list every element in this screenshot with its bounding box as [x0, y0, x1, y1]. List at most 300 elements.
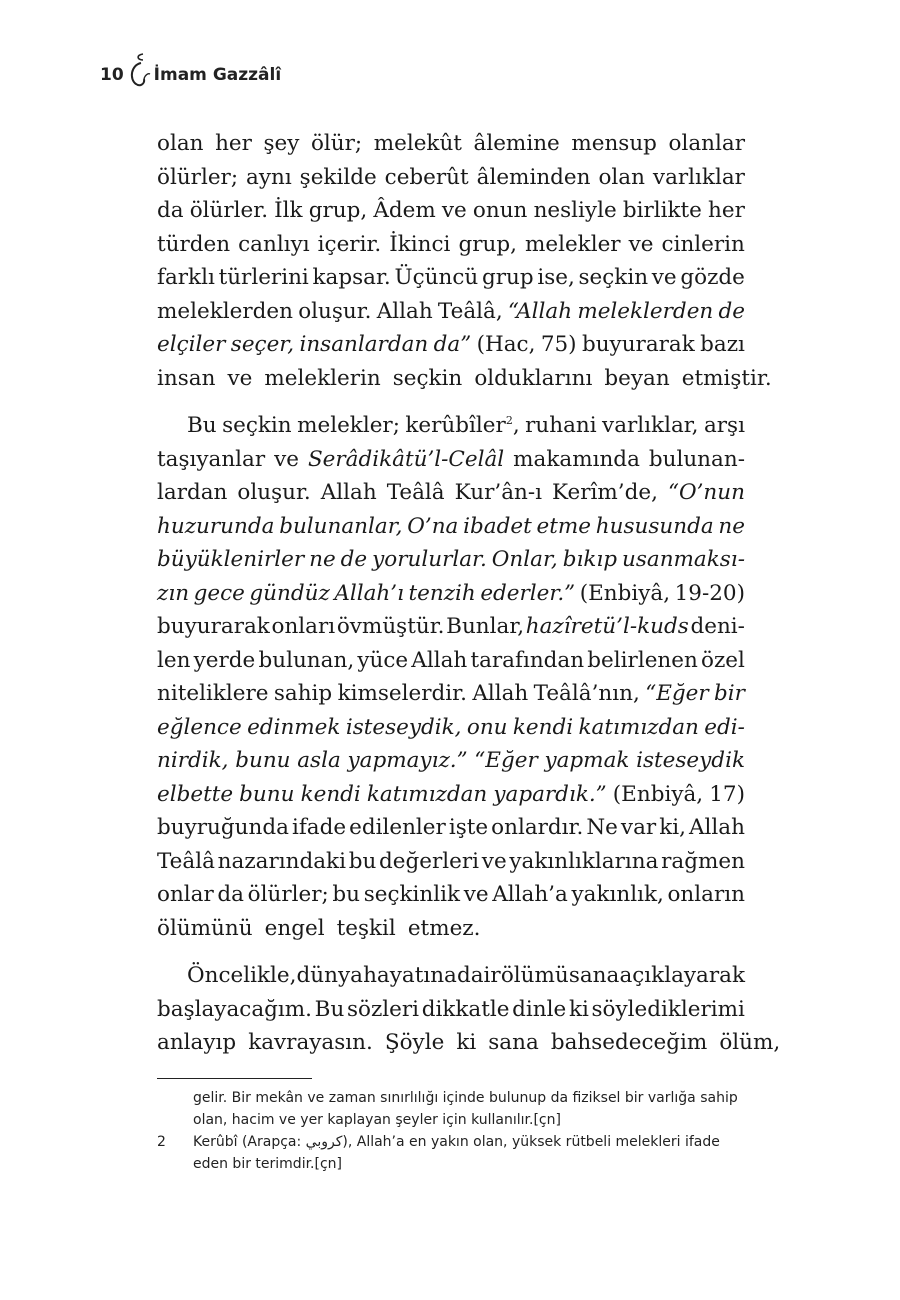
text: canlıyı — [238, 231, 310, 257]
text: varlıklar, — [602, 413, 699, 438]
text: İlk — [274, 198, 303, 223]
text: sana — [488, 1030, 539, 1055]
italic-text: katımızdan — [366, 781, 488, 807]
italic-text: edi- — [704, 714, 745, 740]
italic-text: ne — [309, 547, 336, 572]
word — [592, 993, 745, 1027]
word — [263, 127, 299, 161]
italic-text: elbette — [157, 781, 234, 807]
text: Bunlar, — [446, 614, 525, 639]
text: kapsar. — [312, 265, 391, 290]
text: Bu — [314, 996, 345, 1022]
text: sana — [568, 963, 620, 988]
text: her — [215, 131, 252, 156]
text: buyruğunda — [157, 815, 289, 840]
text: Kerîm’de, — [552, 480, 658, 505]
italic-text: bir — [714, 681, 745, 706]
text: bulunan, — [258, 647, 355, 673]
word — [347, 744, 467, 778]
word — [407, 510, 458, 544]
text: sözleri — [347, 996, 420, 1022]
word — [613, 778, 703, 812]
text-line — [157, 912, 745, 946]
text: teşkil — [336, 915, 396, 941]
italic-text: meleklerden — [577, 298, 714, 324]
word — [602, 409, 698, 443]
italic-text: Serâdikâtü’l-Celâl — [307, 446, 505, 472]
italic-text: gece — [193, 580, 245, 606]
text: ceberût — [384, 164, 469, 190]
text: Allah — [376, 298, 433, 324]
word — [297, 959, 363, 993]
word — [231, 328, 294, 362]
text: grup, — [308, 198, 368, 223]
text: türden — [157, 231, 231, 257]
text: dikkatle — [421, 996, 510, 1022]
text: len — [157, 647, 191, 673]
text: niteliklere — [157, 681, 269, 706]
text-line — [157, 993, 745, 1027]
word — [218, 845, 346, 879]
italic-text: seçer, — [230, 332, 295, 357]
italic-text: kendi — [300, 781, 361, 807]
text-line — [157, 510, 745, 544]
text: meleklerden — [157, 298, 293, 324]
word — [477, 328, 536, 362]
text: Allah — [320, 480, 377, 505]
text: yüce — [357, 647, 409, 673]
italic-text: ne — [718, 513, 745, 539]
word — [227, 362, 258, 396]
word — [669, 127, 745, 161]
text: ölürler. — [189, 198, 269, 223]
word — [190, 194, 268, 228]
word — [274, 677, 332, 711]
italic-text: huzurunda — [157, 513, 275, 539]
italic-text: isteseydik, — [345, 714, 462, 740]
text: (Hac, — [476, 332, 536, 357]
text-line — [157, 295, 745, 329]
italic-text: ibadet — [463, 513, 532, 539]
italic-text: etme — [536, 513, 591, 539]
text: buyurarak — [581, 332, 695, 357]
word — [714, 677, 745, 711]
text: grup, — [458, 231, 517, 257]
word — [393, 362, 469, 396]
word — [313, 261, 391, 295]
text-line — [157, 476, 745, 510]
word — [719, 295, 746, 329]
word — [446, 610, 524, 644]
main-text — [157, 127, 781, 1060]
word — [551, 1026, 713, 1060]
word — [385, 161, 469, 195]
text: kerûbîler — [405, 413, 506, 438]
word — [246, 161, 292, 195]
italic-text: yapmayız.” — [347, 748, 468, 773]
word — [300, 161, 377, 195]
word — [690, 610, 744, 644]
text: lardan — [157, 480, 228, 505]
word — [598, 161, 645, 195]
word — [482, 845, 507, 879]
text: etmiştir. — [681, 365, 772, 391]
word — [374, 127, 462, 161]
text: onlar — [157, 882, 214, 907]
word — [338, 677, 467, 711]
italic-text: bıkıp — [562, 547, 618, 572]
word — [272, 610, 336, 644]
word — [387, 476, 445, 510]
text: rağmen — [661, 848, 745, 874]
text: belirlenen — [587, 647, 698, 673]
text: ve — [463, 882, 489, 907]
word — [157, 161, 238, 195]
text: onlardır. — [491, 815, 584, 840]
word — [385, 1026, 450, 1060]
italic-text: insanlardan — [299, 332, 429, 357]
text: ölümü — [500, 963, 569, 988]
word — [157, 443, 265, 477]
word — [249, 577, 329, 611]
text-line — [157, 811, 745, 845]
text: onları — [271, 614, 336, 639]
text-line — [157, 845, 745, 879]
text: farklı — [157, 265, 215, 290]
word — [309, 543, 336, 577]
italic-text: yapmak — [544, 748, 630, 773]
text: anlayıp — [157, 1030, 237, 1055]
paragraph — [157, 409, 745, 945]
text: şekilde — [299, 164, 377, 190]
text: gözde — [680, 265, 745, 290]
word — [157, 577, 189, 611]
word — [662, 228, 745, 262]
text: beyan — [604, 365, 670, 391]
italic-text: gündüz — [249, 580, 330, 606]
text: bu — [348, 848, 377, 874]
word — [689, 811, 745, 845]
word — [668, 476, 745, 510]
text: değerleri — [379, 848, 480, 874]
word — [509, 845, 658, 879]
footnote — [157, 1131, 747, 1175]
footnote-divider — [157, 1078, 312, 1079]
word — [491, 811, 583, 845]
word — [308, 443, 504, 477]
text-line — [157, 362, 772, 396]
word — [622, 543, 745, 577]
italic-text: zın — [157, 580, 190, 606]
word — [297, 744, 341, 778]
text-line — [157, 194, 745, 228]
word — [157, 228, 230, 262]
word — [349, 811, 446, 845]
text: aynı — [246, 164, 292, 190]
word — [318, 228, 382, 262]
word — [579, 711, 699, 745]
word — [157, 194, 184, 228]
text-line — [157, 1026, 781, 1060]
text: sahip — [273, 681, 333, 706]
word — [704, 409, 745, 443]
word — [349, 845, 377, 879]
word — [222, 409, 292, 443]
text: da — [217, 882, 245, 907]
text: Teâlâ — [386, 480, 445, 505]
text: türlerini — [218, 265, 309, 290]
text-line — [157, 409, 745, 443]
word — [187, 959, 296, 993]
text: her — [708, 198, 745, 223]
text: onun — [472, 198, 528, 223]
word — [569, 993, 589, 1027]
word — [408, 912, 487, 946]
word — [194, 577, 245, 611]
text: kavrayasın. — [248, 1030, 373, 1055]
text: Teâlâ’nın, — [533, 681, 640, 706]
author-name: İmam Gazzâlî — [153, 65, 282, 85]
word — [492, 543, 558, 577]
text: yerde — [193, 647, 256, 673]
word — [239, 778, 294, 812]
word — [661, 845, 745, 879]
word — [636, 744, 745, 778]
text: ruhani — [525, 413, 597, 438]
word — [332, 878, 360, 912]
running-header — [100, 60, 281, 90]
word — [473, 194, 528, 228]
word — [582, 328, 695, 362]
paragraph — [157, 127, 772, 395]
word — [438, 295, 503, 329]
word — [604, 362, 675, 396]
text: Üçüncü — [394, 265, 479, 290]
word — [704, 711, 745, 745]
word — [274, 443, 299, 477]
text: Ne — [586, 815, 618, 840]
word — [247, 711, 340, 745]
text: Teâlâ — [157, 848, 215, 874]
word — [525, 409, 597, 443]
word — [187, 409, 217, 443]
text: , — [512, 413, 520, 438]
word — [675, 577, 745, 611]
word — [488, 1026, 545, 1060]
text: ve — [651, 265, 677, 290]
text: Allah — [688, 815, 745, 840]
italic-text: da” — [433, 332, 472, 357]
italic-text: edinmek — [247, 714, 341, 740]
text: yakınlıklarına — [509, 848, 659, 874]
text: arşı — [703, 413, 745, 438]
text: hayatına — [363, 963, 457, 988]
word — [157, 744, 229, 778]
word — [508, 295, 572, 329]
text: içerir. — [317, 231, 382, 257]
word — [364, 878, 460, 912]
text: olan — [598, 164, 645, 190]
word — [341, 543, 368, 577]
footnotes — [157, 1087, 747, 1175]
text: melekler — [524, 231, 621, 257]
word — [157, 610, 270, 644]
word — [298, 295, 371, 329]
italic-text: de — [340, 547, 368, 572]
word — [194, 644, 256, 678]
word — [274, 194, 302, 228]
text-line — [157, 577, 745, 611]
word — [157, 644, 190, 678]
word — [571, 127, 657, 161]
word — [309, 194, 368, 228]
text: şey — [263, 131, 300, 156]
word — [379, 845, 479, 879]
word — [292, 811, 346, 845]
word — [367, 778, 487, 812]
text-line — [157, 744, 745, 778]
italic-text: “Eğer — [474, 748, 538, 773]
italic-text: bunu — [235, 748, 291, 773]
text: ve — [441, 198, 467, 223]
word — [299, 328, 428, 362]
text: ki — [456, 1030, 477, 1055]
italic-text: isteseydik — [636, 748, 745, 773]
text: Öncelikle, — [187, 963, 297, 988]
word — [458, 228, 517, 262]
word — [474, 127, 560, 161]
text: özel — [701, 647, 745, 673]
text: ifade — [291, 815, 347, 840]
italic-text: asla — [297, 748, 341, 773]
word — [157, 295, 293, 329]
text: açıklayarak — [619, 963, 745, 988]
footnote-text: gelir. Bir mekân ve zaman sınırlılığı içinde bulunup da fiziksel bir varlığa sahip olan, hacim ve yer kaplayan şeyler için kullanılır.[çn] — [193, 1090, 738, 1128]
text: dair — [456, 963, 501, 988]
text: melekler; — [297, 413, 400, 438]
word — [157, 1026, 242, 1060]
text: varlıklar — [652, 164, 745, 190]
word — [579, 261, 649, 295]
word — [541, 328, 577, 362]
word — [219, 261, 309, 295]
text-line — [157, 711, 745, 745]
text: mensup — [571, 131, 657, 156]
word — [357, 644, 408, 678]
text: İkinci — [389, 231, 451, 257]
word — [321, 476, 377, 510]
text: bulunan- — [648, 446, 745, 472]
word — [587, 644, 698, 678]
word — [474, 744, 537, 778]
italic-text: ederler.” — [480, 580, 576, 606]
calligraphy-ornament-icon — [126, 51, 152, 89]
text: engel — [264, 915, 325, 941]
text: ve — [628, 231, 654, 257]
word — [157, 677, 268, 711]
text: Allah — [472, 681, 529, 706]
word — [501, 959, 569, 993]
italic-text: Onlar, — [491, 547, 558, 572]
word — [157, 912, 259, 946]
text: âleminden — [476, 164, 591, 190]
word — [680, 261, 745, 295]
word — [235, 744, 290, 778]
word — [411, 644, 467, 678]
italic-text: katımızdan — [578, 714, 699, 740]
word — [422, 993, 510, 1027]
word — [372, 543, 487, 577]
word — [467, 711, 508, 745]
text: Şöyle — [384, 1030, 445, 1055]
word — [334, 577, 404, 611]
word — [534, 677, 640, 711]
text: yakınlık, — [571, 882, 664, 907]
footnote-number: 2 — [157, 1134, 166, 1150]
word — [623, 194, 702, 228]
word — [653, 161, 745, 195]
text-line — [157, 328, 745, 362]
word — [480, 577, 575, 611]
text: seçkin — [392, 365, 463, 391]
text-line — [157, 127, 745, 161]
text: 17) — [709, 781, 745, 807]
text: olduklarını — [474, 365, 593, 391]
text: Allah — [411, 647, 468, 673]
italic-text: nirdik, — [157, 748, 229, 773]
text: birlikte — [622, 198, 702, 223]
text: Allah’a — [492, 882, 568, 907]
text: bazı — [700, 332, 745, 357]
word — [552, 476, 658, 510]
text: kimselerdir. — [337, 681, 467, 706]
text: makamında — [513, 446, 640, 472]
word — [580, 577, 670, 611]
word — [409, 577, 476, 611]
text-line — [157, 959, 745, 993]
text: ölüm, — [719, 1030, 781, 1055]
word — [701, 644, 745, 678]
text: söylediklerimi — [591, 996, 745, 1022]
italic-text: bunu — [239, 781, 295, 807]
text: Bu — [187, 413, 217, 438]
text: da — [157, 198, 184, 223]
word — [238, 228, 309, 262]
text: 19-20) — [674, 580, 745, 606]
word — [719, 1026, 786, 1060]
word — [586, 811, 618, 845]
text: Teâlâ, — [437, 298, 503, 324]
text-line — [157, 878, 745, 912]
text: oluşur. — [298, 298, 372, 324]
text-line — [157, 443, 745, 477]
text: olan — [157, 131, 204, 156]
italic-text: “Eğer — [645, 681, 709, 706]
word — [157, 362, 221, 396]
word — [659, 811, 686, 845]
word — [718, 510, 745, 544]
text: edilenler — [349, 815, 446, 840]
text: âlemine — [473, 131, 560, 156]
text: (Enbiyâ, — [579, 580, 671, 606]
text: ve — [481, 848, 507, 874]
text: tarafından — [470, 647, 585, 673]
word — [157, 845, 215, 879]
text: cinlerin — [661, 231, 745, 257]
italic-text: yapardık.” — [493, 781, 607, 807]
word — [157, 510, 274, 544]
word — [377, 295, 433, 329]
